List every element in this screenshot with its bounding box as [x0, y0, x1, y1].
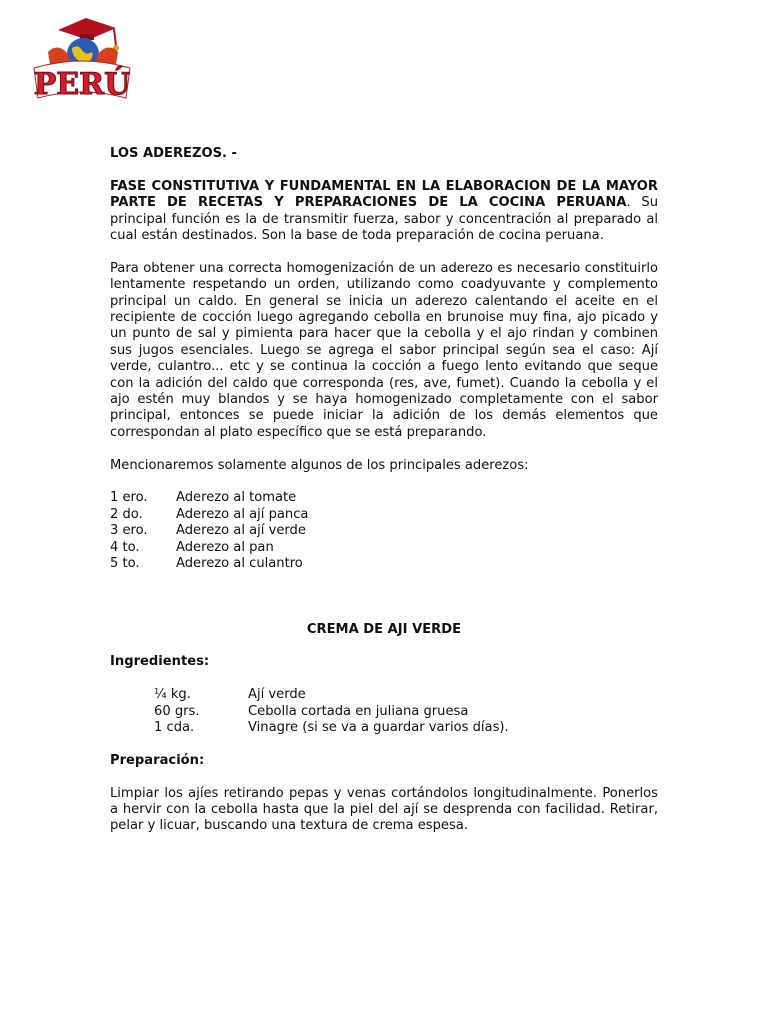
- peru-logo: [28, 12, 136, 112]
- ingredient-qty: 1 cda.: [154, 720, 195, 736]
- logo-text: PERÚ: [33, 67, 131, 102]
- list-item-number: 3 ero.: [110, 523, 148, 539]
- intro-bold: FASE CONSTITUTIVA Y FUNDAMENTAL EN LA ELABORACION DE LA MAYOR PARTE DE RECETAS Y PREPARACIONES DE LA COCINA PERUANA: [110, 178, 658, 211]
- list-intro: Mencionaremos solamente algunos de los principales aderezos:: [110, 457, 529, 473]
- aderezo-list: [110, 490, 658, 572]
- method-paragraph: Para obtener una correcta homogenización de un aderezo es necesario constituirlo lentamente respetando un orden, utilizando como coadyuvante y complemento principal un caldo. En general se inicia un aderezo calentando el aceite en el recipiente de cocción luego agregando cebolla en brunoise muy fina, ajo picado y un punto de sal y pimienta para hacer que la cebolla y el ajo rindan y combinen sus jugos esenciales. Luego se agrega el sabor principal según sea el caso: Ají verde, culantro... etc y se continua la cocción a fuego lento evitando que seque con la adición del caldo que corresponda (res, ave, fumet). Cuando la cebolla y el ajo estén muy blandos y se haya homogenizado completamente con el sabor principal, entonces se puede iniciar la adición de los demás elementos que correspondan al plato específico que se está preparando.: [110, 260, 658, 440]
- ingredient-desc: Ají verde: [248, 687, 306, 703]
- list-item-text: Aderezo al pan: [176, 539, 274, 555]
- list-item: [110, 556, 658, 572]
- preparation-paragraph: Limpiar los ajíes retirando pepas y venas cortándolos longitudinalmente. Ponerlos a hervir con la cebolla hasta que la piel del ají se desprenda con facilidad. Retirar, pelar y licuar, buscando una textura de crema espesa.: [110, 785, 658, 834]
- ingredient-row: [110, 720, 658, 736]
- list-item-text: Aderezo al ají verde: [176, 523, 306, 539]
- list-item: [110, 490, 658, 506]
- ingredients-label: Ingredientes:: [110, 654, 210, 670]
- ingredients-table: [110, 687, 658, 736]
- intro-rest: . Su principal función es la de transmitir fuerza, sabor y concentración al preparado al cual están destinados. Son la base de toda preparación de cocina peruana.: [110, 195, 658, 244]
- section-title: LOS ADEREZOS. -: [110, 146, 237, 161]
- list-item-number: 5 to.: [110, 556, 140, 572]
- list-item-text: Aderezo al tomate: [176, 490, 297, 506]
- ingredient-qty: ¼ kg.: [154, 687, 191, 703]
- list-item-number: 2 do.: [110, 506, 143, 522]
- ingredient-row: [110, 687, 658, 703]
- list-item: [110, 523, 658, 539]
- list-item-number: 4 to.: [110, 539, 140, 555]
- document-body: [110, 146, 658, 835]
- list-item: [110, 540, 658, 556]
- list-item: [110, 507, 658, 523]
- intro-paragraph: [110, 179, 658, 245]
- preparation-label: Preparación:: [110, 752, 205, 768]
- ingredient-row: [110, 704, 658, 720]
- ingredient-qty: 60 grs.: [154, 703, 200, 719]
- list-item-number: 1 ero.: [110, 490, 148, 506]
- ingredient-desc: Cebolla cortada en juliana gruesa: [248, 703, 469, 719]
- ingredient-desc: Vinagre (si se va a guardar varios días).: [248, 720, 509, 736]
- list-item-text: Aderezo al culantro: [176, 556, 303, 572]
- list-item-text: Aderezo al ají panca: [176, 506, 309, 522]
- recipe-title: CREMA DE AJI VERDE: [306, 621, 462, 637]
